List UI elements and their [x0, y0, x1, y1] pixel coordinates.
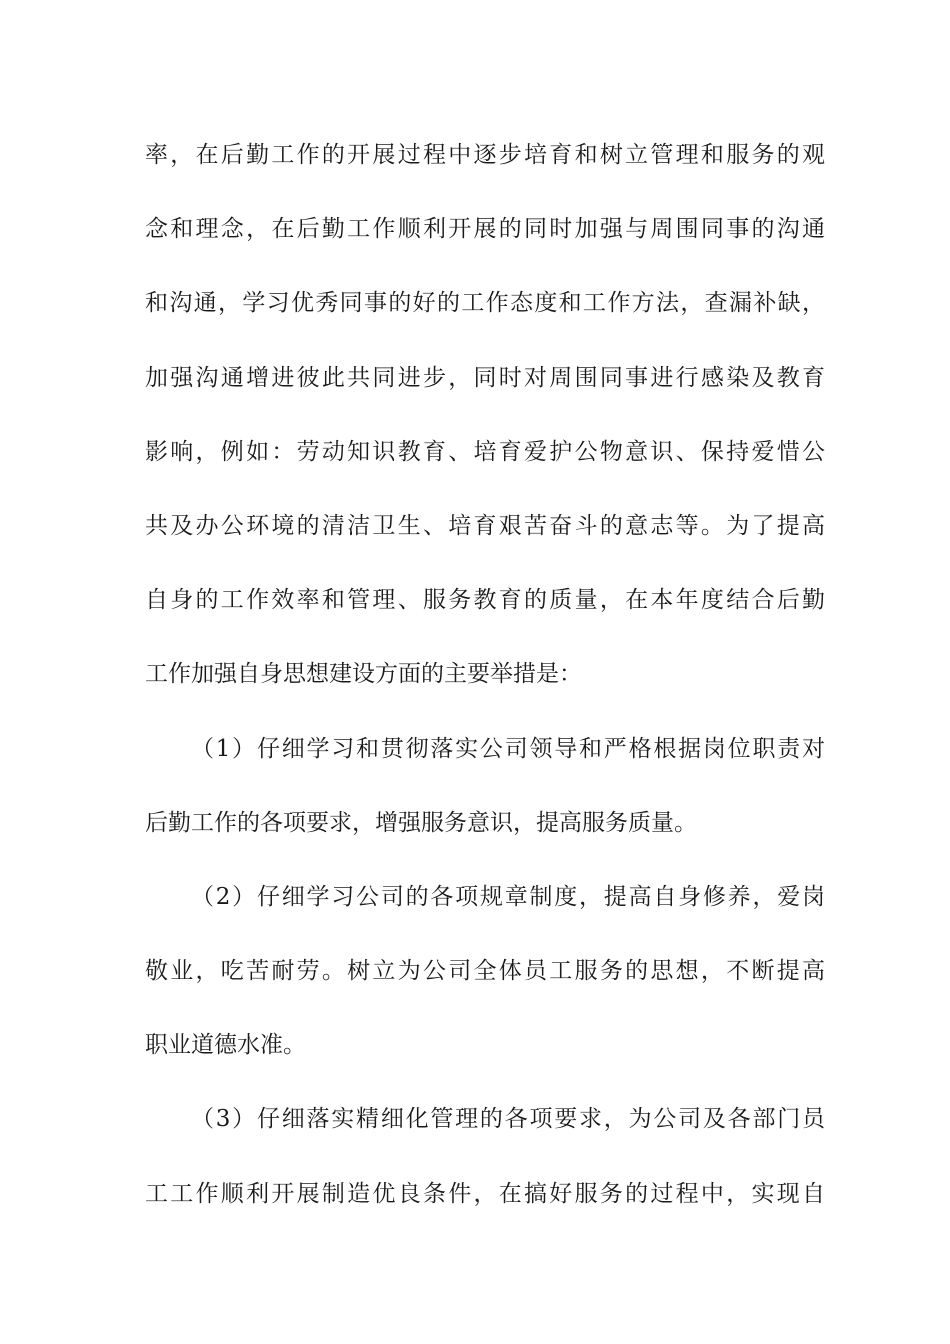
list-item-1-line: （1）仔细学习和贯彻落实公司领导和严格根据岗位职责对 [191, 735, 825, 762]
text-line: 敬业，吃苦耐劳。树立为公司全体员工服务的思想，不断提高 [145, 958, 825, 985]
body-text [145, 130, 825, 1243]
list-item-2-line: （2）仔细学习公司的各项规章制度，提高自身修养，爱岗 [191, 883, 825, 910]
text-line: 工工作顺利开展制造优良条件，在搞好服务的过程中，实现自 [145, 1180, 825, 1207]
text-line: 念和理念，在后勤工作顺利开展的同时加强与周围同事的沟通 [145, 216, 825, 243]
text-line: 后勤工作的各项要求，增强服务意识，提高服务质量。 [145, 809, 697, 836]
text-line: 工作加强自身思想建设方面的主要举措是： [145, 661, 582, 688]
list-item-3-line: （3）仔细落实精细化管理的各项要求，为公司及各部门员 [191, 1106, 825, 1133]
text-line: 职业道德水准。 [145, 1032, 306, 1059]
text-line: 和沟通，学习优秀同事的好的工作态度和工作方法，查漏补缺， [145, 290, 825, 317]
text-line: 影响，例如：劳动知识教育、培育爱护公物意识、保持爱惜公 [145, 438, 825, 465]
text-line: 自身的工作效率和管理、服务教育的质量，在本年度结合后勤 [145, 587, 825, 614]
text-line: 率，在后勤工作的开展过程中逐步培育和树立管理和服务的观 [145, 142, 825, 168]
text-line: 加强沟通增进彼此共同进步，同时对周围同事进行感染及教育 [145, 364, 825, 391]
text-line: 共及办公环境的清洁卫生、培育艰苦奋斗的意志等。为了提高 [145, 512, 825, 539]
